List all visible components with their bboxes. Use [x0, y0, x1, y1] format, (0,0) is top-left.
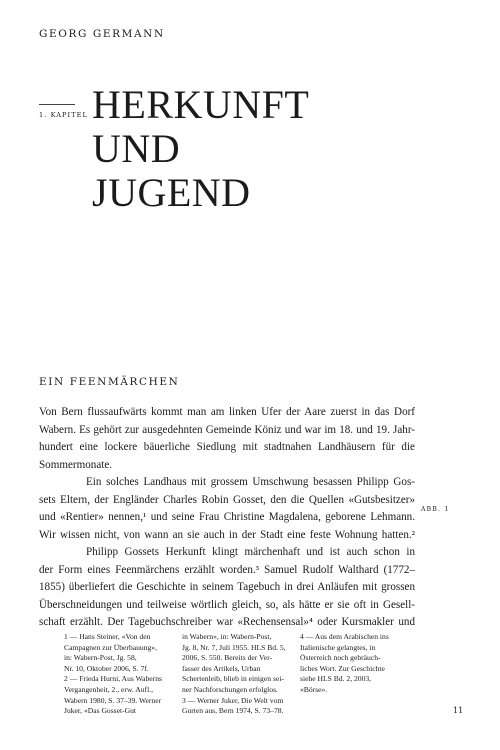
- body-line: sets Eltern, der Engländer Charles Robin Gosset, den die Quellen «Gutsbesitzer»: [39, 493, 415, 506]
- footnote-line: Nr. 10, Oktober 2006, S. 7f.: [64, 663, 149, 673]
- running-header-author: GEORG GERMANN: [39, 28, 165, 40]
- footnotes-column-2: [182, 632, 286, 717]
- footnote-line: Gurten aus, Bern 1974, S. 73–78.: [182, 706, 284, 716]
- footnote-line: Juker, «Das Gosset-Gut: [64, 706, 137, 716]
- section-heading: EIN FEENMÄRCHEN: [39, 376, 180, 388]
- body-line: Ein solches Landhaus mit grossem Umschwung besassen Philipp Gos-: [86, 476, 415, 488]
- footnote-line: Italienische gelangtes, in: [300, 642, 376, 652]
- chapter-label: 1. KAPITEL: [39, 111, 88, 119]
- body-line: Philipp Gossets Herkunft klingt märchenhaft und ist auch schon in: [86, 546, 415, 558]
- chapter-title-line: JUGEND: [92, 170, 251, 215]
- footnote-line: in Wabern», in: Wabern-Post,: [182, 632, 272, 641]
- footnote-line: «Börse».: [300, 684, 328, 694]
- footnote-line: 2006, S. 550. Bereits der Ver-: [182, 653, 272, 663]
- chapter-title: [92, 83, 309, 215]
- footnote-line: 3 — Werner Juker, Die Welt vom: [182, 695, 284, 705]
- footnote-line: 4 — Aus dem Arabischen ins: [300, 632, 389, 641]
- body-line: Von Bern flussaufwärts kommt man am linken Ufer der Aare zuerst in das Dorf: [39, 406, 415, 418]
- footnote-line: Schertenleib, blieb in einigen sei-: [182, 674, 284, 684]
- footnote-line: Jg. 8, Nr. 7, Juli 1955. HLS Bd. 5,: [182, 642, 286, 652]
- body-text: [39, 404, 415, 632]
- footnote-line: Wabern 1980, S. 37–39. Werner: [64, 695, 162, 705]
- body-line: der Form eines Feenmärchens erzählt worden.³ Samuel Rudolf Walthard (1772–: [39, 563, 415, 576]
- body-line: hundert eine lockere bäuerliche Siedlung mit stadtnahen Landhäusern für die: [39, 441, 415, 453]
- footnote-line: siehe HLS Bd. 2, 2003,: [300, 674, 372, 684]
- chapter-title-line: HERKUNFT: [92, 82, 310, 127]
- footnote-line: Österreich noch gebräuch-: [300, 653, 381, 663]
- footnote-line: Campagnen zur Überbauung»,: [64, 642, 157, 652]
- body-line: und «Rentier» nennen,¹ und seine Frau Christine Magdalena, geborene Lehmann.: [39, 511, 415, 523]
- footnotes-column-1: [64, 632, 162, 717]
- page-number: 11: [453, 706, 464, 715]
- footnote-line: 2 — Frieda Hurni, Aus Waberns: [64, 674, 162, 684]
- chapter-title-line: UND: [92, 126, 181, 171]
- footnote-line: Vergangenheit, 2., erw. Aufl.,: [64, 684, 153, 694]
- body-line: 1855) überliefert die Geschichte in seinem Tagebuch in drei Anläufen mit grossen: [39, 581, 415, 593]
- chapter-rule: [39, 104, 75, 105]
- footnote-line: 1 — Hans Steiner, «Von den: [64, 632, 151, 641]
- body-line: Wabern. Es gehört zur ausgedehnten Gemeinde Köniz und war im 18. und 19. Jahr-: [39, 423, 415, 436]
- figure-reference: ABB. 1: [421, 506, 450, 513]
- footnote-line: ner Nachforschungen erfolglos.: [182, 684, 278, 694]
- footnote-line: fasser des Artikels, Urban: [182, 663, 261, 673]
- footnote-line: liches Wort. Zur Geschichte: [300, 663, 385, 673]
- footnotes-column-3: [300, 632, 389, 696]
- body-line: schaft erzählt. Der Tagebuchschreiber war «Rechensensal»⁴ oder Kursmakler und: [39, 616, 415, 628]
- body-line: Sommermonate.: [39, 458, 113, 471]
- footnote-line: in: Wabern-Post, Jg. 58,: [64, 653, 137, 663]
- body-line: Überschneidungen und teilweise wörtlich gleich, so, als hätte er sie oft in Gesell-: [39, 598, 415, 611]
- body-line: Wir wissen nicht, von wann an sie auch in der Stadt eine feste Wohnung hatten.²: [39, 528, 415, 541]
